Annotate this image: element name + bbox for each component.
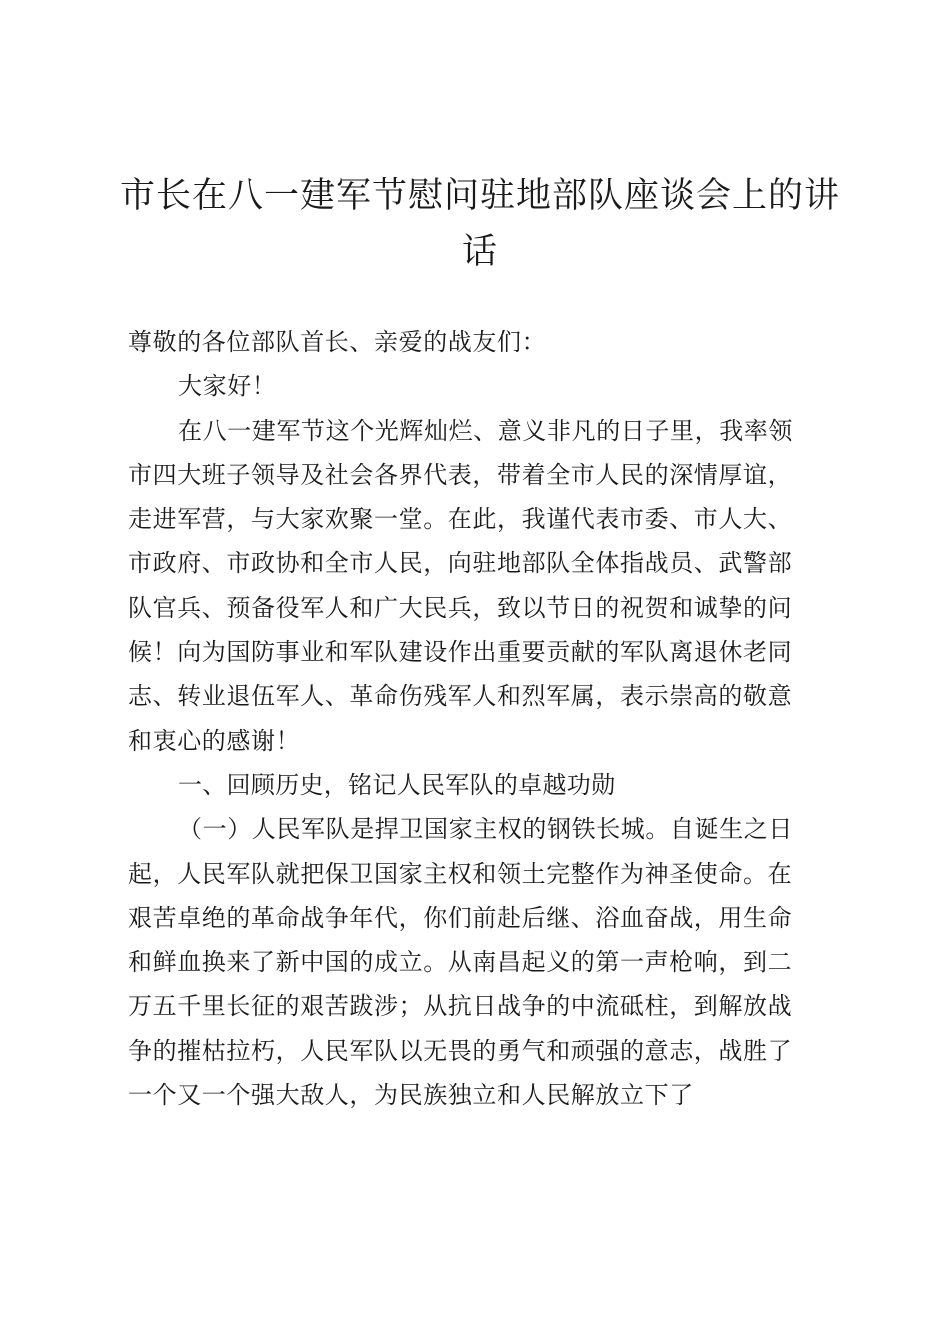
paragraph2-line: 艰苦卓绝的革命战争年代，你们前赴后继、浴血奋战，用生命: [128, 903, 793, 932]
paragraph1-line: 志、转业退伍军人、革命伤残军人和烈军属，表示崇高的敬意: [128, 682, 793, 711]
paragraph1-line: 在八一建军节这个光辉灿烂、意义非凡的日子里，我率领: [178, 416, 793, 445]
paragraph1-line: 和衷心的感谢！: [128, 726, 301, 755]
document-body: [128, 320, 832, 1117]
document-title: 市长在八一建军节慰问驻地部队座谈会上的讲话: [119, 176, 840, 272]
paragraph1-line: 市四大班子领导及社会各界代表，带着全市人民的深情厚谊，: [128, 460, 793, 489]
paragraph2-line: 一个又一个强大敌人，为民族独立和人民解放立下了: [128, 1081, 694, 1110]
paragraph1-line: 队官兵、预备役军人和广大民兵，致以节日的祝贺和诚挚的问: [128, 593, 793, 622]
paragraph2-line: 争的摧枯拉朽，人民军队以无畏的勇气和顽强的意志，战胜了: [128, 1036, 793, 1065]
paragraph2-line: 和鲜血换来了新中国的成立。从南昌起义的第一声枪响，到二: [128, 948, 793, 977]
paragraph2-line: 起，人民军队就把保卫国家主权和领土完整作为神圣使命。在: [128, 859, 793, 888]
paragraph1-line: 市政府、市政协和全市人民，向驻地部队全体指战员、武警部: [128, 549, 793, 578]
greeting: 大家好！: [178, 372, 277, 401]
section1-heading: 一、回顾历史，铭记人民军队的卓越功勋: [178, 770, 616, 799]
paragraph2-line: （一）人民军队是捍卫国家主权的钢铁长城。自诞生之日: [178, 815, 793, 844]
paragraph1-line: 走进军营，与大家欢聚一堂。在此，我谨代表市委、市人大、: [128, 505, 793, 534]
paragraph2-line: 万五千里长征的艰苦跋涉；从抗日战争的中流砥柱，到解放战: [128, 992, 793, 1021]
paragraph1-line: 候！向为国防事业和军队建设作出重要贡献的军队离退休老同: [128, 638, 793, 667]
salutation: 尊敬的各位部队首长、亲爱的战友们：: [128, 328, 547, 356]
